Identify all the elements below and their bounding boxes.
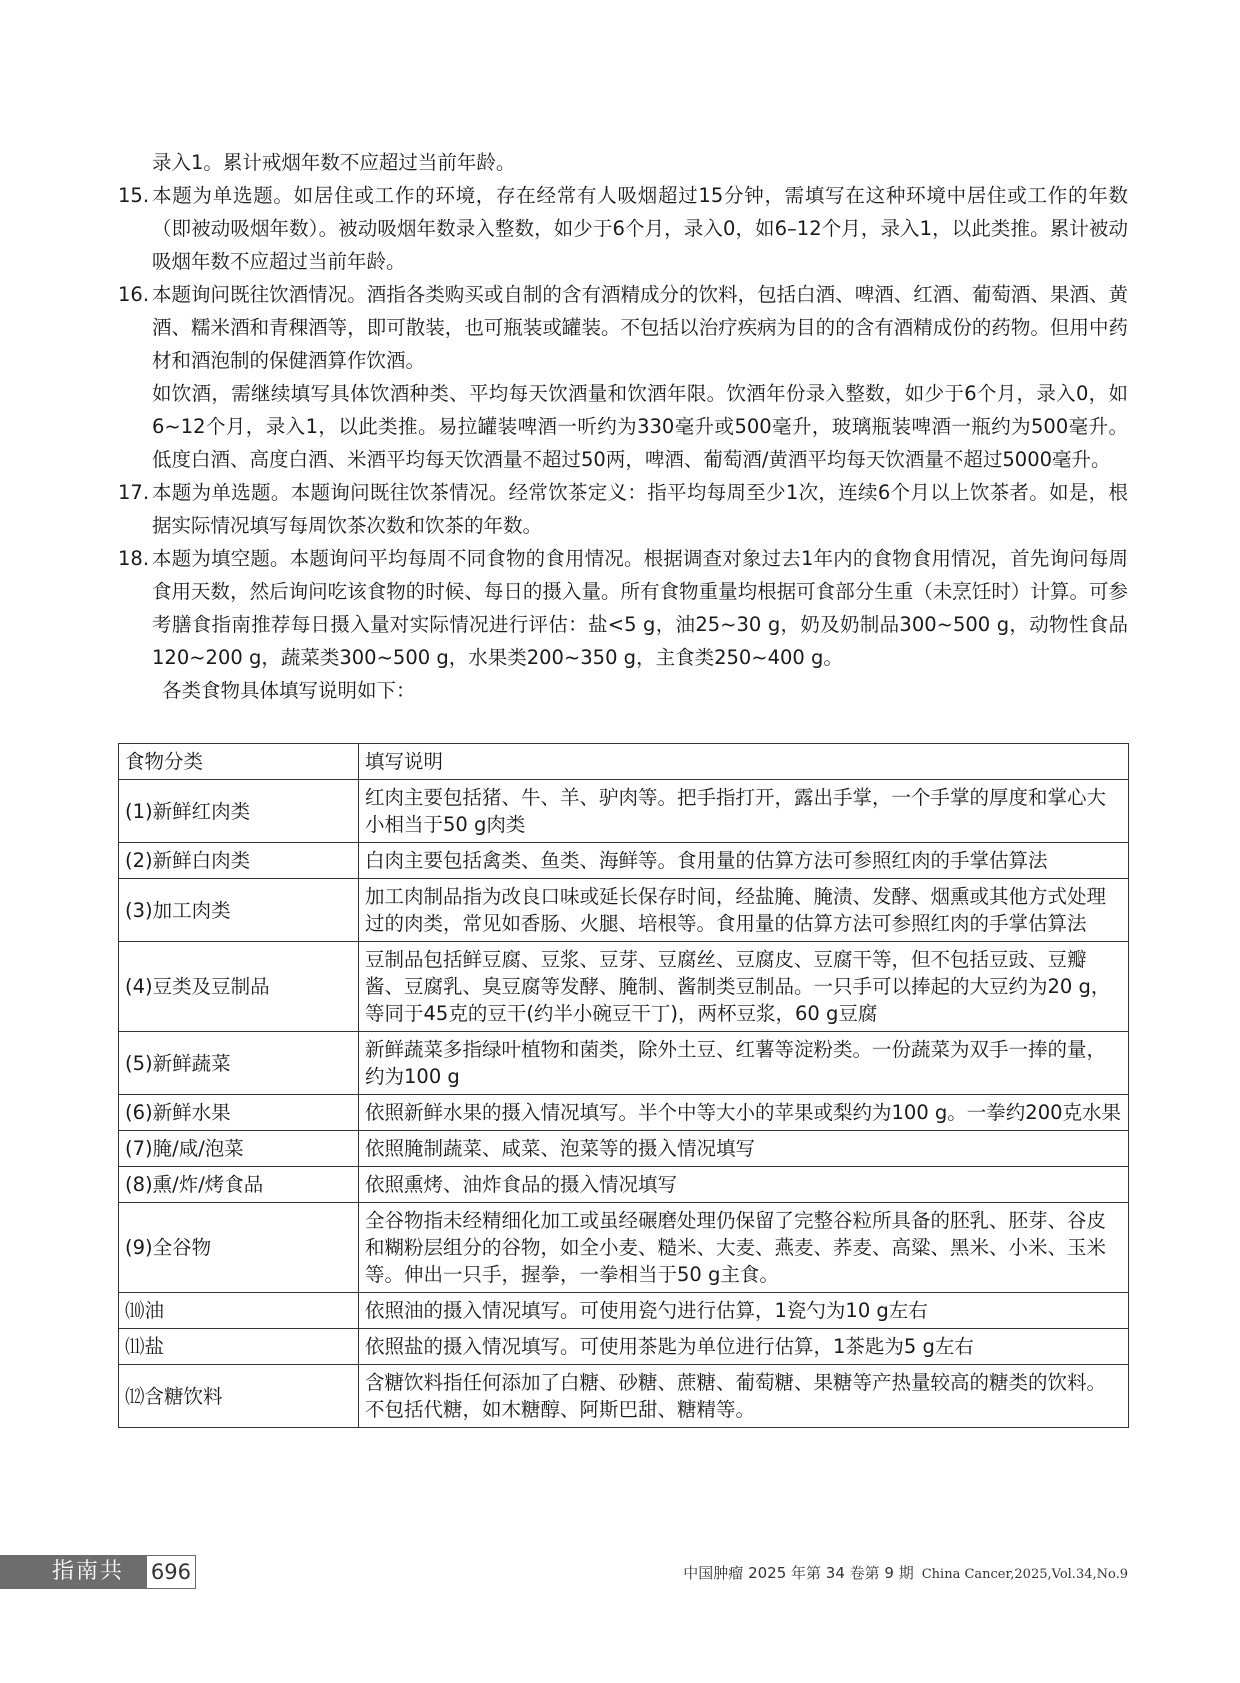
header-fill-instruction: 填写说明: [359, 744, 1129, 780]
item-number: 16.: [118, 283, 150, 306]
section-tag: [0, 1555, 196, 1618]
food-category: ⑿含糖饮料: [119, 1365, 359, 1428]
journal-info: [683, 1562, 1128, 1583]
item-number: 18.: [118, 547, 150, 570]
food-category: (7)腌/咸/泡菜: [119, 1131, 359, 1167]
journal-en: China Cancer,2025,Vol.34,No.9: [921, 1567, 1128, 1582]
table-row: [119, 1032, 1129, 1095]
food-category: ⑽油: [119, 1293, 359, 1329]
food-category: (8)熏/炸/烤食品: [119, 1167, 359, 1203]
table-row: [119, 1365, 1129, 1428]
item-text: 本题为单选题。本题询问既往饮茶情况。经常饮茶定义：指平均每周至少1次，连续6个月以上饮茶者。如是，根据实际情况填写每周饮茶次数和饮茶的年数。: [152, 481, 1128, 537]
item-18: [118, 542, 1128, 674]
item-number: 17.: [118, 481, 150, 504]
table-row: [119, 1131, 1129, 1167]
table-row: [119, 1095, 1129, 1131]
food-category: (3)加工肉类: [119, 879, 359, 942]
fill-instruction: 加工肉制品指为改良口味或延长保存时间，经盐腌、腌渍、发酵、烟熏或其他方式处理过的肉类，常见如香肠、火腿、培根等。食用量的估算方法可参照红肉的手掌估算法: [359, 879, 1129, 942]
table-intro: 各类食物具体填写说明如下：: [162, 679, 416, 702]
food-instructions-table: [118, 743, 1129, 1428]
food-category: (5)新鲜蔬菜: [119, 1032, 359, 1095]
table-row: [119, 879, 1129, 942]
fill-instruction: 白肉主要包括禽类、鱼类、海鲜等。食用量的估算方法可参照红肉的手掌估算法: [359, 843, 1129, 879]
fill-instruction: 全谷物指未经精细化加工或虽经碾磨处理仍保留了完整谷粒所具备的胚乳、胚芽、谷皮和糊粉层组分的谷物，如全小麦、糙米、大麦、燕麦、荞麦、高粱、黑米、小米、玉米等。伸出一只手，握拳，一拳相当于50 g主食。: [359, 1203, 1129, 1293]
table-row: [119, 942, 1129, 1032]
food-category: (6)新鲜水果: [119, 1095, 359, 1131]
fill-instruction: 依照盐的摄入情况填写。可使用茶匙为单位进行估算，1茶匙为5 g左右: [359, 1329, 1129, 1365]
table-row: [119, 1167, 1129, 1203]
fill-instruction: 依照腌制蔬菜、咸菜、泡菜等的摄入情况填写: [359, 1131, 1129, 1167]
item-17: [118, 476, 1128, 542]
table-row: [119, 1203, 1129, 1293]
fill-instruction: 依照新鲜水果的摄入情况填写。半个中等大小的苹果或梨约为100 g。一拳约200克水果: [359, 1095, 1129, 1131]
item-text: 本题询问既往饮酒情况。酒指各类购买或自制的含有酒精成分的饮料，包括白酒、啤酒、红酒、葡萄酒、果酒、黄酒、糯米酒和青稞酒等，即可散装，也可瓶装或罐装。不包括以治疗疾病为目的的含有酒精成份的药物。但用中药材和酒泡制的保健酒算作饮酒。: [152, 283, 1128, 372]
table-row: [119, 1293, 1129, 1329]
section-label: 指南共识: [0, 1555, 146, 1589]
body-text: [118, 146, 1128, 707]
fill-instruction: 豆制品包括鲜豆腐、豆浆、豆芽、豆腐丝、豆腐皮、豆腐干等，但不包括豆豉、豆瓣酱、豆腐乳、臭豆腐等发酵、腌制、酱制类豆制品。一只手可以捧起的大豆约为20 g，等同于45克的豆干(约半小碗豆干丁)，两杯豆浆，60 g豆腐: [359, 942, 1129, 1032]
page-number: 696: [146, 1555, 196, 1589]
table-row: [119, 843, 1129, 879]
food-category: (2)新鲜白肉类: [119, 843, 359, 879]
fill-instruction: 新鲜蔬菜多指绿叶植物和菌类，除外土豆、红薯等淀粉类。一份蔬菜为双手一捧的量，约为100 g: [359, 1032, 1129, 1095]
item-text: 本题为填空题。本题询问平均每周不同食物的食用情况。根据调查对象过去1年内的食物食用情况，首先询问每周食用天数，然后询问吃该食物的时候、每日的摄入量。所有食物重量均根据可食部分生重（未烹饪时）计算。可参考膳食指南推荐每日摄入量对实际情况进行评估：盐<5 g，油25~30 g，奶及奶制品300~500 g，动物性食品120~200 g，蔬菜类300~500 g，水果类200~350 g，主食类250~400 g。: [152, 547, 1128, 669]
item-15: [118, 179, 1128, 278]
food-category: ⑾盐: [119, 1329, 359, 1365]
header-food-category: 食物分类: [119, 744, 359, 780]
fill-instruction: 红肉主要包括猪、牛、羊、驴肉等。把手指打开，露出手掌，一个手掌的厚度和掌心大小相当于50 g肉类: [359, 780, 1129, 843]
food-category: (9)全谷物: [119, 1203, 359, 1293]
item-16-paragraph-2: 如饮酒，需继续填写具体饮酒种类、平均每天饮酒量和饮酒年限。饮酒年份录入整数，如少于6个月，录入0，如6~12个月，录入1，以此类推。易拉罐装啤酒一听约为330毫升或500毫升，玻璃瓶装啤酒一瓶约为500毫升。低度白酒、高度白酒、米酒平均每天饮酒量不超过50两，啤酒、葡萄酒/黄酒平均每天饮酒量不超过5000毫升。: [152, 382, 1128, 471]
fill-instruction: 含糖饮料指任何添加了白糖、砂糖、蔗糖、葡萄糖、果糖等产热量较高的糖类的饮料。不包括代糖，如木糖醇、阿斯巴甜、糖精等。: [359, 1365, 1129, 1428]
item-text: 本题为单选题。如居住或工作的环境，存在经常有人吸烟超过15分钟，需填写在这种环境中居住或工作的年数（即被动吸烟年数）。被动吸烟年数录入整数，如少于6个月，录入0，如6–12个月，录入1，以此类推。累计被动吸烟年数不应超过当前年龄。: [152, 184, 1128, 273]
table-row: [119, 780, 1129, 843]
table-header-row: [119, 744, 1129, 780]
table-row: [119, 1329, 1129, 1365]
item-number: 15.: [118, 184, 150, 207]
fill-instruction: 依照熏烤、油炸食品的摄入情况填写: [359, 1167, 1129, 1203]
food-category: (4)豆类及豆制品: [119, 942, 359, 1032]
fill-instruction: 依照油的摄入情况填写。可使用瓷勺进行估算，1瓷勺为10 g左右: [359, 1293, 1129, 1329]
item-16: [118, 278, 1128, 377]
paragraph-14-continuation: 录入1。累计戒烟年数不应超过当前年龄。: [152, 151, 516, 174]
journal-cn: 中国肿瘤 2025 年第 34 卷第 9 期: [683, 1564, 914, 1582]
food-category: (1)新鲜红肉类: [119, 780, 359, 843]
